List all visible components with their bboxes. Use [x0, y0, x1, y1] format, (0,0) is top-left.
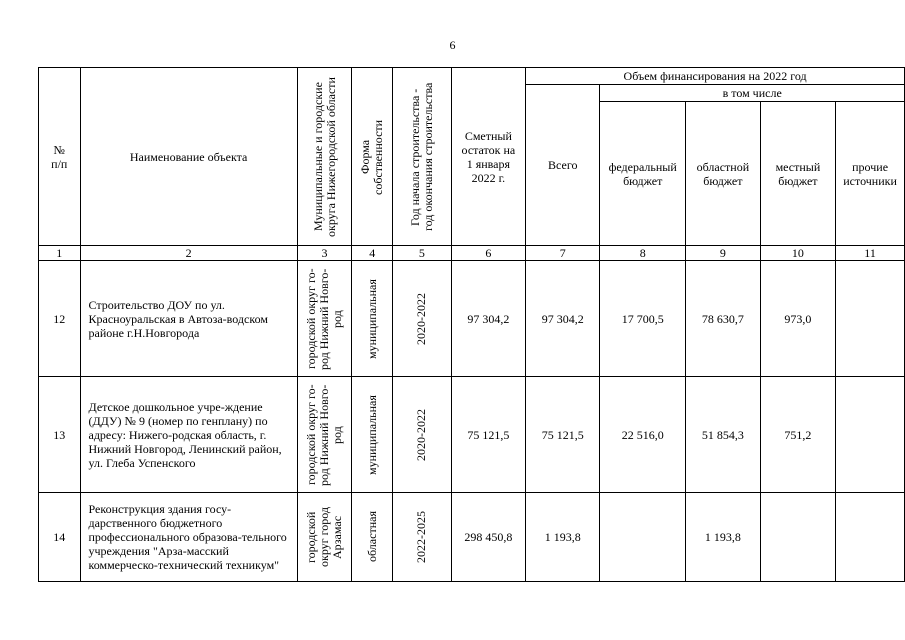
- row-total: 75 121,5: [526, 377, 600, 493]
- header-other-text: прочие источники: [843, 159, 897, 188]
- row-other: [836, 377, 905, 493]
- row-municipality: [297, 377, 352, 493]
- row-years: [393, 377, 451, 493]
- row-local: 751,2: [760, 377, 835, 493]
- row-ownership-text: муниципальная: [364, 278, 379, 359]
- header-years: [393, 68, 451, 246]
- row-municipality-text: городской округ го- род Нижний Новго- род: [304, 267, 345, 370]
- row-federal: 17 700,5: [600, 261, 686, 377]
- row-years: [393, 493, 451, 582]
- header-years-text: Год начала строительства - год окончания строительства: [407, 82, 435, 231]
- row-total: 1 193,8: [526, 493, 600, 582]
- row-regional: 78 630,7: [686, 261, 761, 377]
- row-estimate: 298 450,8: [451, 493, 526, 582]
- header-total-text: Всего: [548, 158, 578, 172]
- header-funding-text: Объем финансирования на 2022 год: [623, 69, 807, 83]
- funding-table: [38, 67, 905, 582]
- row-estimate: 97 304,2: [451, 261, 526, 377]
- header-ownership-text: Форма собственности: [358, 118, 386, 195]
- column-number: 2: [80, 246, 297, 261]
- row-local: 973,0: [760, 261, 835, 377]
- header-ownership: [352, 68, 393, 246]
- page-number: 6: [449, 38, 456, 52]
- row-other: [836, 493, 905, 582]
- row-years-text: 2020-2022: [414, 292, 429, 345]
- row-local: [760, 493, 835, 582]
- header-local: [760, 102, 835, 246]
- header-num: [39, 68, 81, 246]
- table-row: [39, 377, 905, 493]
- header-other: [836, 102, 905, 246]
- row-federal: [600, 493, 686, 582]
- row-ownership: [352, 377, 393, 493]
- header-total: [526, 85, 600, 246]
- column-number: 4: [352, 246, 393, 261]
- column-number: 6: [451, 246, 526, 261]
- row-total: 97 304,2: [526, 261, 600, 377]
- header-regional-text: областной бюджет: [696, 159, 750, 188]
- column-number: 3: [297, 246, 352, 261]
- row-years: [393, 261, 451, 377]
- row-num: 14: [39, 493, 81, 582]
- header-including-text: в том числе: [722, 86, 782, 100]
- row-years-text: 2020-2022: [414, 408, 429, 461]
- header-federal-text: федеральный бюджет: [608, 159, 677, 188]
- row-ownership: [352, 493, 393, 582]
- row-estimate: 75 121,5: [451, 377, 526, 493]
- row-num: 13: [39, 377, 81, 493]
- table-row: [39, 261, 905, 377]
- header-municipality-text: Муниципальные и городские округа Нижегородской области: [310, 76, 338, 237]
- row-ownership-text: областная: [364, 511, 379, 563]
- row-municipality: [297, 493, 352, 582]
- header-municipality: [297, 68, 352, 246]
- column-number: 9: [686, 246, 761, 261]
- header-federal: [600, 102, 686, 246]
- row-other: [836, 261, 905, 377]
- column-number: 5: [393, 246, 451, 261]
- row-municipality: [297, 261, 352, 377]
- header-regional: [686, 102, 761, 246]
- row-federal: 22 516,0: [600, 377, 686, 493]
- header-num-text: № п/п: [51, 142, 68, 171]
- row-num: 12: [39, 261, 81, 377]
- row-regional: 51 854,3: [686, 377, 761, 493]
- header-local-text: местный бюджет: [775, 159, 821, 188]
- header-name-text: Наименование объекта: [129, 149, 248, 164]
- row-years-text: 2022-2025: [414, 511, 429, 563]
- row-municipality-text: городской округ город Арзамас: [304, 507, 345, 567]
- object-name: Строительство ДОУ по ул. Красноуральская в Автоза-водском районе г.Н.Новгорода: [80, 261, 297, 377]
- header-including: [600, 85, 905, 102]
- column-number-row: [39, 246, 905, 261]
- column-number: 8: [600, 246, 686, 261]
- row-ownership-text: муниципальная: [364, 394, 379, 475]
- column-number: 1: [39, 246, 81, 261]
- column-number: 10: [760, 246, 835, 261]
- header-funding: [526, 68, 905, 85]
- table-row: [39, 493, 905, 582]
- column-number: 7: [526, 246, 600, 261]
- header-name: [80, 68, 297, 246]
- object-name: Реконструкция здания госу-дарственного бюджетного профессионального образова-тельного учреждения "Арза-масский коммерческо-технический техникум": [80, 493, 297, 582]
- row-municipality-text: городской округ го- род Нижний Новго- род: [304, 383, 345, 486]
- row-regional: 1 193,8: [686, 493, 761, 582]
- header-estimate-text: Сметный остаток на 1 января 2022 г.: [461, 128, 516, 185]
- object-name: Детское дошкольное учре-ждение (ДДУ) № 9 (номер по генплану) по адресу: Нижего-родская область, г. Нижний Новгород, Ленинский район, ул. Глеба Успенского: [80, 377, 297, 493]
- header-estimate: [451, 68, 526, 246]
- column-number: 11: [836, 246, 905, 261]
- row-ownership: [352, 261, 393, 377]
